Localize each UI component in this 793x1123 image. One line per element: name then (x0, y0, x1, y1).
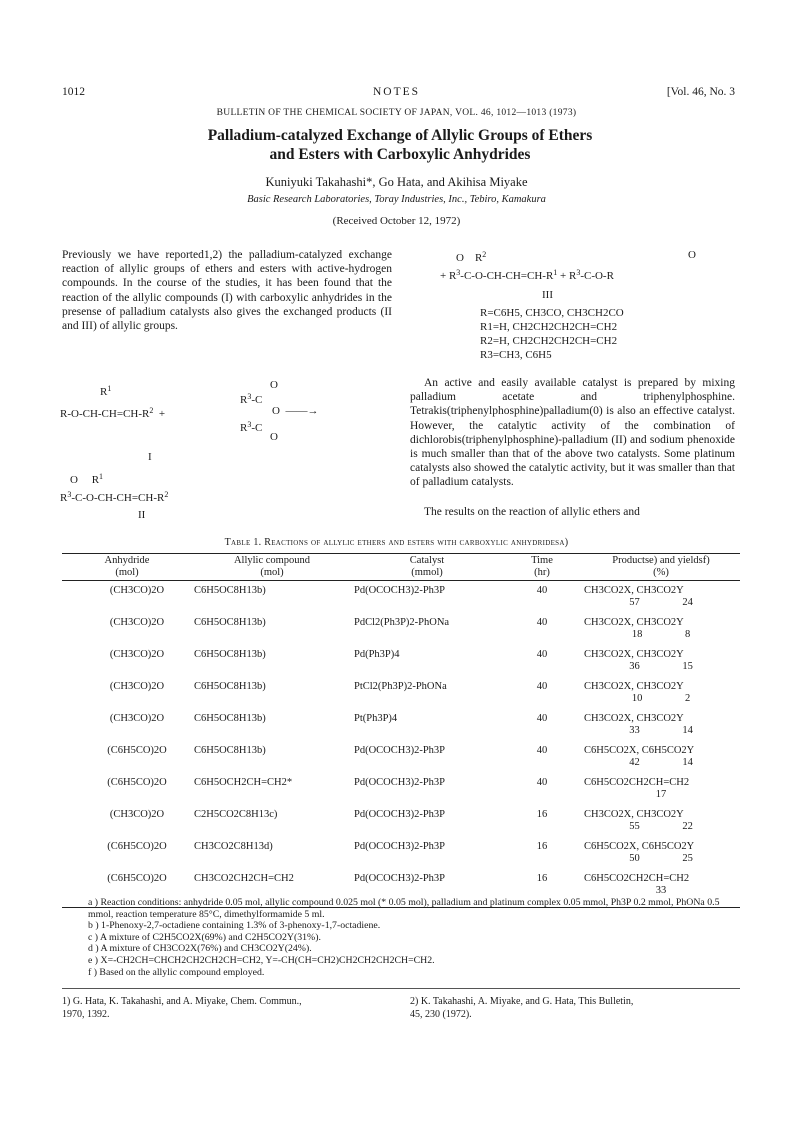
yield-text: 42 14 (629, 756, 693, 768)
yield-text: 55 22 (629, 820, 693, 832)
label-II: II (138, 509, 146, 521)
r-def: R2=H, CH2CH2CH2CH=CH2 (480, 335, 618, 347)
table-cell-anh: (CH3CO)2O (109, 617, 165, 628)
footnote: a ) Reaction conditions: anhydride 0.05 mol, allylic compound 0.025 mol (* 0.05 mol), palladium and platinum complex 0.05 mmol, Ph3P 0.2 mmol, PhONa 0.5 mmol, reaction temperature 85°C, dimethylformamide 5 ml. (88, 897, 720, 920)
reaction-scheme-2: O $R^2$ O + $R^3-C-O-CH-CH=CH-R^1 + R^3-C-O-R$ III R=C6H5, CH3CO, CH3CH2CO R1=H, CH2CH2CH2CH=CH2 R2=H, CH2CH2CH2CH=CH2 R3=CH3, C6H5 (440, 249, 696, 361)
reaction-scheme: $R^1$ $R-O-CH-CH=CH-R^2$ + $R^3-C$ $R^3-C$ O O ——→ O I O $R^1$ $R^3-C-O-CH-CH=CH-R^2$ II (60, 379, 319, 521)
table-cell-cat: Pd(OCOCH3)2-Ph3P (354, 841, 446, 852)
table-cell-products (582, 585, 740, 617)
table-cell-cat: Pt(Ph3P)4 (354, 713, 398, 724)
table-cell-cat: PdCl2(Ph3P)2-PhONa (354, 617, 450, 628)
reference-2: 2) K. Takahashi, A. Miyake, and G. Hata, This Bulletin, 45, 230 (1972). (410, 996, 634, 1020)
table-caption: Table 1. Reactions of allylic ethers and esters with carboxylic anhydridesa) (224, 537, 569, 548)
article-title: Palladium-catalyzed Exchange of Allylic Groups of Ethers and Esters with Carboxylic Anhydrides (207, 127, 593, 163)
footnote: f ) Based on the allylic compound employed. (88, 966, 265, 978)
table-cell-time: 40 (536, 585, 548, 596)
table-cell-time: 16 (536, 873, 548, 884)
table-cell-time: 16 (536, 809, 548, 820)
yield-text: 17 (655, 788, 667, 800)
table-row (62, 809, 740, 841)
table-cell-products (582, 809, 740, 841)
table-row (62, 777, 740, 809)
table-cell-cat: Pd(OCOCH3)2-Ph3P (354, 777, 446, 788)
page-number: 1012 (62, 86, 85, 98)
footnote: b ) 1-Phenoxy-2,7-octadiene containing 1.3% of 3-phenoxy-1,7-octadiene. (88, 920, 381, 932)
table-cell-cat: Pd(Ph3P)4 (354, 649, 400, 660)
table-cell-allyl: C6H5OC8H13b) (194, 649, 266, 660)
volume-label: [Vol. 46, No. 3 (666, 86, 735, 98)
table-cell-allyl: C2H5CO2C8H13c) (194, 809, 278, 820)
table-row (62, 681, 740, 713)
table-cell-anh: (CH3CO)2O (109, 585, 165, 596)
table-cell-allyl: C6H5OC8H13b) (194, 585, 266, 596)
label-III: III (542, 289, 553, 301)
intro-paragraph: Previously we have reported1,2) the palladium-catalyzed exchange reaction of allylic groups of ethers and esters with active-hydrogen compounds. In the course of the studies, it has been found that the reaction of the allylic compounds (I) with carboxylic anhydrides in the presense of palladium catalysts also gives the exchanged products (II and III) of allylic groups. (62, 249, 392, 333)
catalyst-paragraph: An active and easily available catalyst is prepared by mixing palladium acetate and triphenylphosphine. Tetrakis(triphenylphosphine)palladium(0) is also an effective catalyst. However, the catalytic activity of the combination of dichlorobis(triphenylphosphine)-palladium (II) and sodium phenoxide is much smaller than that of the above two catalysts. Some platinum catalysts also showed the catalytic activity, but it was smaller than that of palladium catalysts. (410, 377, 735, 489)
table-cell-products (582, 649, 740, 681)
product-text: C6H5CO2CH2CH=CH2 (584, 873, 690, 884)
product-text: CH3CO2X, CH3CO2Y (584, 809, 684, 820)
yield-text: 33 14 (629, 724, 693, 736)
table-cell-allyl: C6H5OC8H13b) (194, 745, 266, 756)
table-cell-products (582, 745, 740, 777)
table-row (62, 841, 740, 873)
table-cell-cat: PtCl2(Ph3P)2-PhONa (354, 681, 447, 692)
table-cell-cat: Pd(OCOCH3)2-Ph3P (354, 873, 446, 884)
footnote: d ) A mixture of CH3CO2X(76%) and CH3CO2Y(24%). (88, 943, 312, 955)
received-date: (Received October 12, 1972) (332, 215, 461, 227)
yield-text: 10 2 (631, 692, 691, 704)
table-cell-time: 40 (536, 745, 548, 756)
table-cell-anh: (C6H5CO)2O (107, 841, 167, 852)
table-cell-allyl: C6H5OCH2CH=CH2* (194, 777, 293, 788)
table-cell-products (582, 841, 740, 873)
product-text: CH3CO2X, CH3CO2Y (584, 713, 684, 724)
product-text: CH3CO2X, CH3CO2Y (584, 617, 684, 628)
table-row (62, 585, 740, 617)
table-cell-anh: (C6H5CO)2O (107, 745, 167, 756)
table-cell-anh: (C6H5CO)2O (107, 873, 167, 884)
table-cell-allyl: CH3CO2C8H13d) (194, 841, 273, 852)
table-cell-time: 16 (536, 841, 548, 852)
table-row (62, 649, 740, 681)
footnote: c ) A mixture of C2H5CO2X(69%) and C2H5CO2Y(31%). (88, 931, 321, 943)
table-row (62, 745, 740, 777)
product-text: CH3CO2X, CH3CO2Y (584, 681, 684, 692)
r-def: R3=CH3, C6H5 (480, 349, 552, 361)
table-cell-anh: (CH3CO)2O (109, 809, 165, 820)
table-cell-products (582, 713, 740, 745)
yield-text: 57 24 (629, 596, 693, 608)
r-def: R=C6H5, CH3CO, CH3CH2CO (480, 307, 624, 319)
table-cell-time: 40 (536, 649, 548, 660)
yield-text: 50 25 (629, 852, 693, 864)
product-text: C6H5CO2CH2CH=CH2 (584, 777, 690, 788)
results-paragraph: The results on the reaction of allylic ethers and (424, 506, 640, 518)
product-text: C6H5CO2X, C6H5CO2Y (584, 745, 695, 756)
footnote: e ) X=-CH2CH=CHCH2CH2CH2CH=CH2, Y=-CH(CH=CH2)CH2CH2CH2CH=CH2. (88, 954, 435, 966)
table-1 (62, 553, 740, 908)
table-cell-time: 40 (536, 713, 548, 724)
yield-text: 36 15 (629, 660, 693, 672)
table-cell-products (582, 617, 740, 649)
table-cell-allyl: C6H5OC8H13b) (194, 713, 266, 724)
table-cell-products (582, 777, 740, 809)
affiliation: Basic Research Laboratories, Toray Industries, Inc., Tebiro, Kamakura (247, 194, 546, 205)
table-cell-allyl: C6H5OC8H13b) (194, 617, 266, 628)
authors: Kuniyuki Takahashi*, Go Hata, and Akihisa Miyake (265, 175, 528, 189)
reference-1: 1) G. Hata, K. Takahashi, and A. Miyake, Chem. Commun., 1970, 1392. (62, 996, 302, 1020)
table-footnotes (88, 897, 738, 978)
table-header-row: Anhydride (mol) Allylic compound (mol) Catalyst (mmol) Time (hr) Productse) and yieldsf) (%) (104, 555, 710, 578)
section-label: NOTES (372, 86, 421, 98)
journal-citation: BULLETIN OF THE CHEMICAL SOCIETY OF JAPAN, VOL. 46, 1012—1013 (1973) (216, 108, 577, 118)
product-text: CH3CO2X, CH3CO2Y (584, 585, 684, 596)
table-cell-allyl: CH3CO2CH2CH=CH2 (194, 873, 294, 884)
table-cell-cat: Pd(OCOCH3)2-Ph3P (354, 585, 446, 596)
label-I: I (148, 451, 152, 463)
divider (62, 988, 740, 989)
table-cell-anh: (C6H5CO)2O (107, 777, 167, 788)
product-text: C6H5CO2X, C6H5CO2Y (584, 841, 695, 852)
table-cell-anh: (CH3CO)2O (109, 681, 165, 692)
table-cell-products (582, 681, 740, 713)
product-text: CH3CO2X, CH3CO2Y (584, 649, 684, 660)
table-cell-time: 40 (536, 681, 548, 692)
table-cell-anh: (CH3CO)2O (109, 649, 165, 660)
table-cell-cat: Pd(OCOCH3)2-Ph3P (354, 809, 446, 820)
table-cell-time: 40 (536, 617, 548, 628)
yield-text: 33 (655, 884, 667, 896)
table-row (62, 713, 740, 745)
yield-text: 18 8 (631, 628, 691, 640)
table-cell-time: 40 (536, 777, 548, 788)
table-cell-anh: (CH3CO)2O (109, 713, 165, 724)
table-row (62, 617, 740, 649)
table-cell-allyl: C6H5OC8H13b) (194, 681, 266, 692)
table-cell-cat: Pd(OCOCH3)2-Ph3P (354, 745, 446, 756)
r-def: R1=H, CH2CH2CH2CH=CH2 (480, 321, 618, 333)
